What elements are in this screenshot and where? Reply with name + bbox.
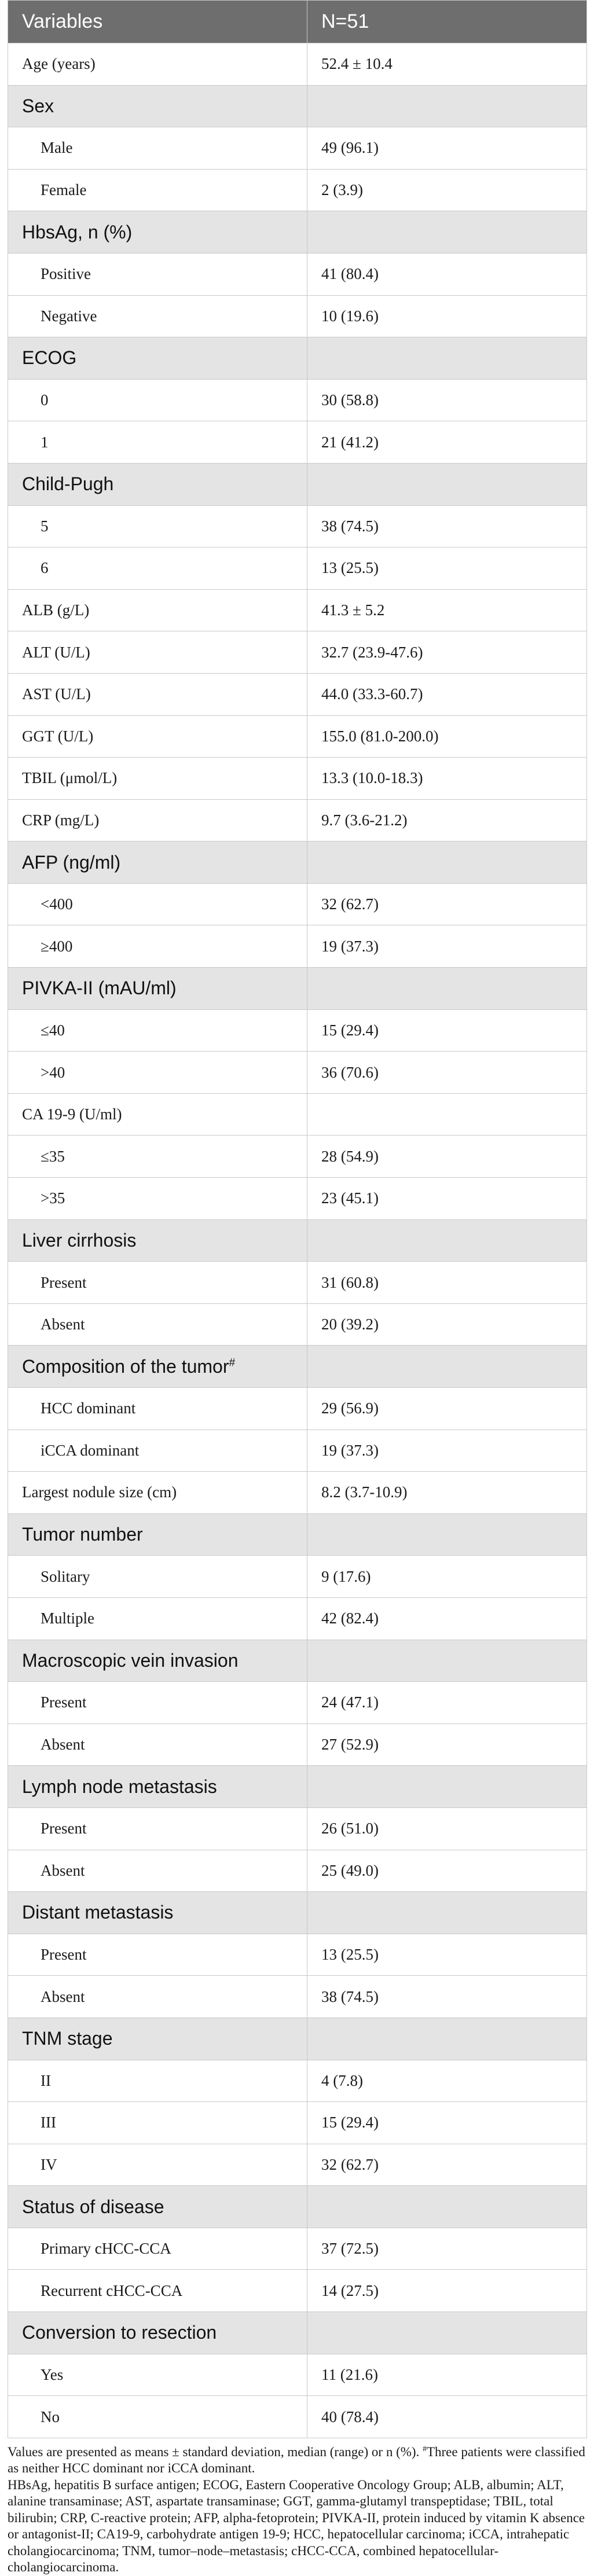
section-row [8,1892,587,1934]
table-row [8,1934,587,1976]
section-row [8,1219,587,1262]
row-label: Absent [8,1724,307,1766]
table-row [8,1009,587,1052]
row-value: 14 (27.5) [307,2270,587,2312]
row-label: Present [8,1807,307,1850]
table-row [8,2270,587,2312]
row-value: 31 (60.8) [307,1262,587,1304]
section-row [8,85,587,127]
section-row [8,1346,587,1388]
table-row [8,1262,587,1304]
row-label: II [8,2060,307,2102]
section-row [8,968,587,1010]
row-value: 25 (49.0) [307,1850,587,1892]
section-label: HbsAg, n (%) [8,211,307,253]
table-row [8,295,587,337]
section-label: Child-Pugh [8,463,307,505]
row-value: 28 (54.9) [307,1136,587,1178]
row-value [307,968,587,1010]
row-value: 32.7 (23.9-47.6) [307,631,587,674]
table-row [8,2228,587,2270]
row-label: 5 [8,505,307,547]
row-value [307,463,587,505]
table-row [8,1052,587,1094]
row-label: Present [8,1934,307,1976]
row-label: Yes [8,2354,307,2396]
footnote-values: Values are presented as means ± standard deviation, median (range) or n (%). #Three patients were classified as neither HCC dominant nor iCCA dominant. [8,2444,585,2476]
table-row [8,589,587,631]
table-row [8,1556,587,1598]
table-row [8,715,587,758]
row-label: Absent [8,1976,307,2018]
table-row [8,673,587,715]
section-row [8,841,587,884]
row-value: 10 (19.6) [307,295,587,337]
row-value: 42 (82.4) [307,1597,587,1640]
section-label: AFP (ng/ml) [8,841,307,884]
section-label: Status of disease [8,2186,307,2228]
row-label: TBIL (μmol/L) [8,758,307,800]
table-row [8,1850,587,1892]
table-row [8,1724,587,1766]
row-value: 38 (74.5) [307,1976,587,2018]
row-value: 41.3 ± 5.2 [307,589,587,631]
row-label: CRP (mg/L) [8,799,307,841]
row-value: 52.4 ± 10.4 [307,43,587,86]
row-value: 21 (41.2) [307,421,587,464]
table-row [8,883,587,925]
table-row [8,421,587,464]
row-label: Multiple [8,1597,307,1640]
section-row [8,463,587,505]
row-value: 49 (96.1) [307,127,587,170]
table-row [8,2354,587,2396]
row-value: 13 (25.5) [307,1934,587,1976]
table-row [8,2396,587,2438]
row-label: Positive [8,253,307,295]
table-header-row [8,1,587,43]
row-label: ALT (U/L) [8,631,307,674]
table-row [8,1976,587,2018]
section-label: Sex [8,85,307,127]
characteristics-table [8,0,587,2438]
row-value [307,1219,587,1262]
row-value [307,211,587,253]
section-label: Liver cirrhosis [8,1219,307,1262]
row-label: ≥400 [8,925,307,968]
table-row [8,505,587,547]
row-label: ≤35 [8,1136,307,1178]
table-row [8,1388,587,1430]
row-value: 9 (17.6) [307,1556,587,1598]
row-label: 1 [8,421,307,464]
table-row [8,1472,587,1514]
section-row [8,337,587,380]
table-footnotes [8,2444,586,2576]
row-value: 4 (7.8) [307,2060,587,2102]
row-value: 30 (58.8) [307,379,587,421]
table-row [8,127,587,170]
row-value [307,841,587,884]
row-value: 19 (37.3) [307,925,587,968]
section-label: ECOG [8,337,307,380]
table-row [8,2060,587,2102]
row-value: 15 (29.4) [307,1009,587,1052]
row-value: 41 (80.4) [307,253,587,295]
table-row [8,1597,587,1640]
table-row [8,799,587,841]
row-label: Negative [8,295,307,337]
table-row [8,631,587,674]
row-label: GGT (U/L) [8,715,307,758]
row-value: 13.3 (10.0-18.3) [307,758,587,800]
section-label: Lymph node metastasis [8,1766,307,1808]
row-label: <400 [8,883,307,925]
row-value [307,1892,587,1934]
row-label: Absent [8,1303,307,1346]
row-value: 23 (45.1) [307,1178,587,1220]
row-value: 44.0 (33.3-60.7) [307,673,587,715]
row-value [307,2186,587,2228]
row-label: 0 [8,379,307,421]
table-row [8,379,587,421]
row-value [307,337,587,380]
row-value [307,2018,587,2060]
footnote-abbreviations: HBsAg, hepatitis B surface antigen; ECOG, Eastern Cooperative Oncology Group; ALB, albumin; ALT, alanine transaminase; AST, aspartate transaminase; GGT, gamma-glutamyl transpeptidase; TBIL, total bilirubin; CRP, C-reactive protein; AFP, alpha-fetoprotein; PIVKA-II, protein induced by vitamin K absence or antagonist-II; CA19-9, carbohydrate antigen 19-9; HCC, hepatocellular carcinoma; iCCA, intrahepatic cholangiocarcinoma; TNM, tumor–node–metastasis; cHCC-CCA, combined hepatocellular-cholangiocarcinoma. [8,2477,585,2575]
row-value [307,1346,587,1388]
table-row [8,1430,587,1472]
row-value: 38 (74.5) [307,505,587,547]
row-label: No [8,2396,307,2438]
row-value [307,1766,587,1808]
table-body [8,43,587,2438]
row-value [307,1513,587,1556]
header-n: N=51 [307,1,587,43]
document [8,0,586,2576]
row-value: 19 (37.3) [307,1430,587,1472]
row-value [307,85,587,127]
table-row [8,2144,587,2186]
row-label: iCCA dominant [8,1430,307,1472]
row-value: 2 (3.9) [307,169,587,211]
row-value: 32 (62.7) [307,2144,587,2186]
table-row [8,1136,587,1178]
row-value: 32 (62.7) [307,883,587,925]
row-label: III [8,2102,307,2144]
table-row [8,253,587,295]
row-label: Present [8,1262,307,1304]
row-value: 13 (25.5) [307,547,587,590]
row-label: ≤40 [8,1009,307,1052]
row-label: >35 [8,1178,307,1220]
row-value: 37 (72.5) [307,2228,587,2270]
section-row [8,211,587,253]
table-row [8,43,587,86]
row-value [307,1093,587,1136]
row-value: 20 (39.2) [307,1303,587,1346]
table-row [8,925,587,968]
row-value: 9.7 (3.6-21.2) [307,799,587,841]
row-label: Solitary [8,1556,307,1598]
row-label: 6 [8,547,307,590]
row-value: 40 (78.4) [307,2396,587,2438]
section-row [8,1766,587,1808]
table-row [8,758,587,800]
row-label: CA 19-9 (U/ml) [8,1093,307,1136]
section-row [8,2312,587,2354]
section-row [8,1640,587,1682]
row-value: 29 (56.9) [307,1388,587,1430]
section-label: Macroscopic vein invasion [8,1640,307,1682]
row-label: Present [8,1682,307,1724]
row-label: Female [8,169,307,211]
section-label: Tumor number [8,1513,307,1556]
table-row [8,1682,587,1724]
section-label: Conversion to resection [8,2312,307,2354]
row-value: 26 (51.0) [307,1807,587,1850]
row-label: AST (U/L) [8,673,307,715]
row-value: 24 (47.1) [307,1682,587,1724]
table-row [8,2102,587,2144]
row-label: Age (years) [8,43,307,86]
row-label: Recurrent cHCC-CCA [8,2270,307,2312]
table-row [8,1303,587,1346]
row-label: IV [8,2144,307,2186]
row-label: Largest nodule size (cm) [8,1472,307,1514]
table-row [8,1093,587,1136]
row-label: Male [8,127,307,170]
row-value [307,1640,587,1682]
row-label: Absent [8,1850,307,1892]
table-row [8,1807,587,1850]
row-label: HCC dominant [8,1388,307,1430]
row-value: 11 (21.6) [307,2354,587,2396]
section-row [8,2186,587,2228]
row-value [307,2312,587,2354]
table-row [8,169,587,211]
row-label: >40 [8,1052,307,1094]
row-value: 8.2 (3.7-10.9) [307,1472,587,1514]
row-value: 27 (52.9) [307,1724,587,1766]
section-label: TNM stage [8,2018,307,2060]
section-row [8,1513,587,1556]
row-value: 36 (70.6) [307,1052,587,1094]
section-label: Composition of the tumor# [8,1346,307,1388]
row-value: 15 (29.4) [307,2102,587,2144]
section-label: PIVKA-II (mAU/ml) [8,968,307,1010]
table-row [8,1178,587,1220]
section-row [8,2018,587,2060]
section-label: Distant metastasis [8,1892,307,1934]
row-label: Primary cHCC-CCA [8,2228,307,2270]
header-variables: Variables [8,1,307,43]
row-value: 155.0 (81.0-200.0) [307,715,587,758]
row-label: ALB (g/L) [8,589,307,631]
table-row [8,547,587,590]
